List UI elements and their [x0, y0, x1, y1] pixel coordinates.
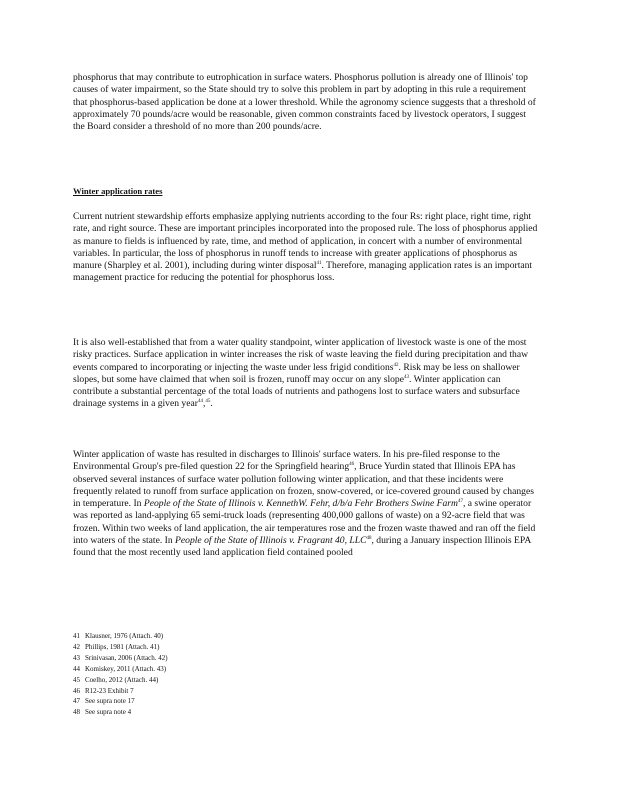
- paragraph-text: Current nutrient stewardship efforts emphasize applying nutrients according to the four Rs: right place, right time, right rate, and right source. These are important principles incorporated into the proposed rule. The loss of phosphorus applied as manure to fields is influenced by rate, time, and method of application, in concert with a number of environmental variables. In particular, the loss of phosphorus in runoff tends to increase with greater applications of phosphorus as manure (Sharpley et al. 2001), including during winter disposal: [73, 211, 538, 272]
- footnote-mark: 45: [73, 675, 80, 684]
- footnote-ref[interactable]: 45: [205, 399, 211, 405]
- footnote: [73, 696, 168, 707]
- footnote-text: Phillips, 1981 (Attach. 41): [85, 642, 160, 651]
- footnote-mark: 44: [73, 664, 80, 673]
- paragraph-text: , during a January inspection Illinois EPA found that the most recently used land application field contained pooled: [73, 535, 531, 559]
- footnote: [73, 631, 168, 642]
- footnote-ref[interactable]: 42: [393, 362, 399, 368]
- paragraph-text: , Bruce Yurdin stated that Illinois EPA has observed several instances of surface water pollution following winter application, and that these incidents were frequently related to runoff from surface application on frozen, snow-covered, or ice-covered ground caused by changes in temperature. In: [73, 461, 534, 510]
- footnote-mark: 41: [73, 632, 80, 640]
- paragraph-text: Therefore, managing application rates is an important management practice for reducing the potential for phosphorus loss.: [73, 260, 533, 284]
- case-citation: People of the State of Illinois v. KennethW. Fehr, d/b/a Fehr Brothers Swine Farm: [143, 498, 458, 510]
- footnote-text: See supra note 4: [85, 708, 132, 717]
- footnote-mark: 43: [73, 653, 80, 662]
- footnote-ref[interactable]: 44: [197, 399, 203, 405]
- paragraph-text: phosphorus that may contribute to eutrophication in surface waters. Phosphorus pollution is already one of Illinois' top causes of water impairment, so the State should try to solve this problem in part by adopting in this rule a requirement that phosphorus-based application be done at a lower threshold. While the agronomy science suggests that a threshold of approximately 70 pounds/acre would be reasonable, given common constraints faced by livestock operators, I suggest the Board consider a threshold of no more than 200 pounds/acre.: [73, 72, 536, 133]
- paragraph-nutrient-stewardship: Current nutrient stewardship efforts emphasize applying nutrients according to the four Rs: right place, right time, right rate, and right source. These are important principles incorporated into the proposed rule. The loss of phosphorus applied as manure to fields is influenced by rate, time, and method of application, in concert with a number of environmental variables. In particular, the loss of phosphorus in runoff tends to increase with greater applications of phosphorus as manure (Sharpley et al. 2001), including during winter disposal$^{41}$. Therefore, managing application rates is an important management practice for reducing the potential for phosphorus loss.: [73, 211, 538, 284]
- footnote: [73, 653, 168, 664]
- footnote-ref[interactable]: 48: [366, 535, 372, 541]
- footnote-text: Srinivasan, 2006 (Attach. 42): [85, 653, 168, 662]
- footnote: [73, 664, 168, 675]
- footnote: [73, 686, 168, 697]
- footnote-mark: 46: [73, 686, 80, 695]
- footnote-text: Komiskey, 2011 (Attach. 43): [85, 664, 167, 673]
- footnote-mark: 42: [73, 642, 80, 651]
- footnote-ref[interactable]: 43: [404, 374, 409, 380]
- footnote: [73, 707, 168, 718]
- footnote-text: See supra note 17: [85, 697, 135, 706]
- paragraph-text: It is also well-established that from a water quality standpoint, winter application of livestock waste is one of the most risky practices. Surface application in winter increases the risk of waste leaving the field during precipitation and thaw events compared to incorporating or injecting the waste under less frigid conditions: [73, 337, 529, 373]
- paragraph-text: . Risk may be less on shallower slopes, but some have claimed that when soil is frozen, runoff may occur on any slope: [73, 361, 520, 385]
- footnote-text: Klausner, 1976 (Attach. 40): [85, 632, 164, 640]
- case-citation: People of the State of Illinois v. Fragrant 40, LLC: [175, 535, 367, 547]
- footnote-ref[interactable]: 47: [457, 499, 463, 504]
- footnote-ref[interactable]: 46: [349, 462, 355, 468]
- paragraph-phosphorus-threshold: [73, 72, 539, 133]
- section-heading: Winter application rates: [73, 186, 163, 196]
- footnote-text: Coelho, 2012 (Attach. 44): [85, 675, 159, 684]
- paragraph-text: Winter application of waste has resulted in discharges to Illinois' surface waters. In his pre-filed response to the Environmental Group's pre-filed question 22 for the Springfield hearing: [73, 449, 500, 473]
- paragraph-text: . Winter application can contribute a substantial percentage of the total loads of nutrients and pathogens lost to surface waters and subsurface drainage systems in a given year: [73, 373, 520, 410]
- footnote: [73, 642, 168, 653]
- paragraph-text: , a swine operator was reported as land-applying 65 semi-truck loads (representing 400,000 gallons of waste) on a 92-acre field that was frozen. Within two weeks of land application, the air temperatures rose and the frozen waste thawed and ran off the field into waters of the state. In: [73, 498, 536, 547]
- footnote: [73, 675, 168, 686]
- footnote-ref[interactable]: 41: [316, 261, 322, 266]
- footnote-text: R12-23 Exhibit 7: [85, 686, 134, 695]
- footnote-mark: 47: [73, 697, 80, 706]
- paragraph-winter-risk: It is also well-established that from a water quality standpoint, winter application of livestock waste is one of the most risky practices. Surface application in winter increases the risk of waste leaving the field during precipitation and thaw events compared to incorporating or injecting the waste under less frigid conditions$^{42}$. Risk may be less on shallower slopes, but some have claimed that when soil is frozen, runoff may occur on any slope$^{43}$. Winter application can contribute a substantial percentage of the total loads of nutrients and pathogens lost to surface waters and subsurface drainage systems in a given year$^{44}$,$^{45}$.: [73, 337, 529, 410]
- footnotes: [73, 631, 168, 718]
- footnote-mark: 48: [73, 708, 80, 717]
- paragraph-winter-discharges: [73, 449, 539, 560]
